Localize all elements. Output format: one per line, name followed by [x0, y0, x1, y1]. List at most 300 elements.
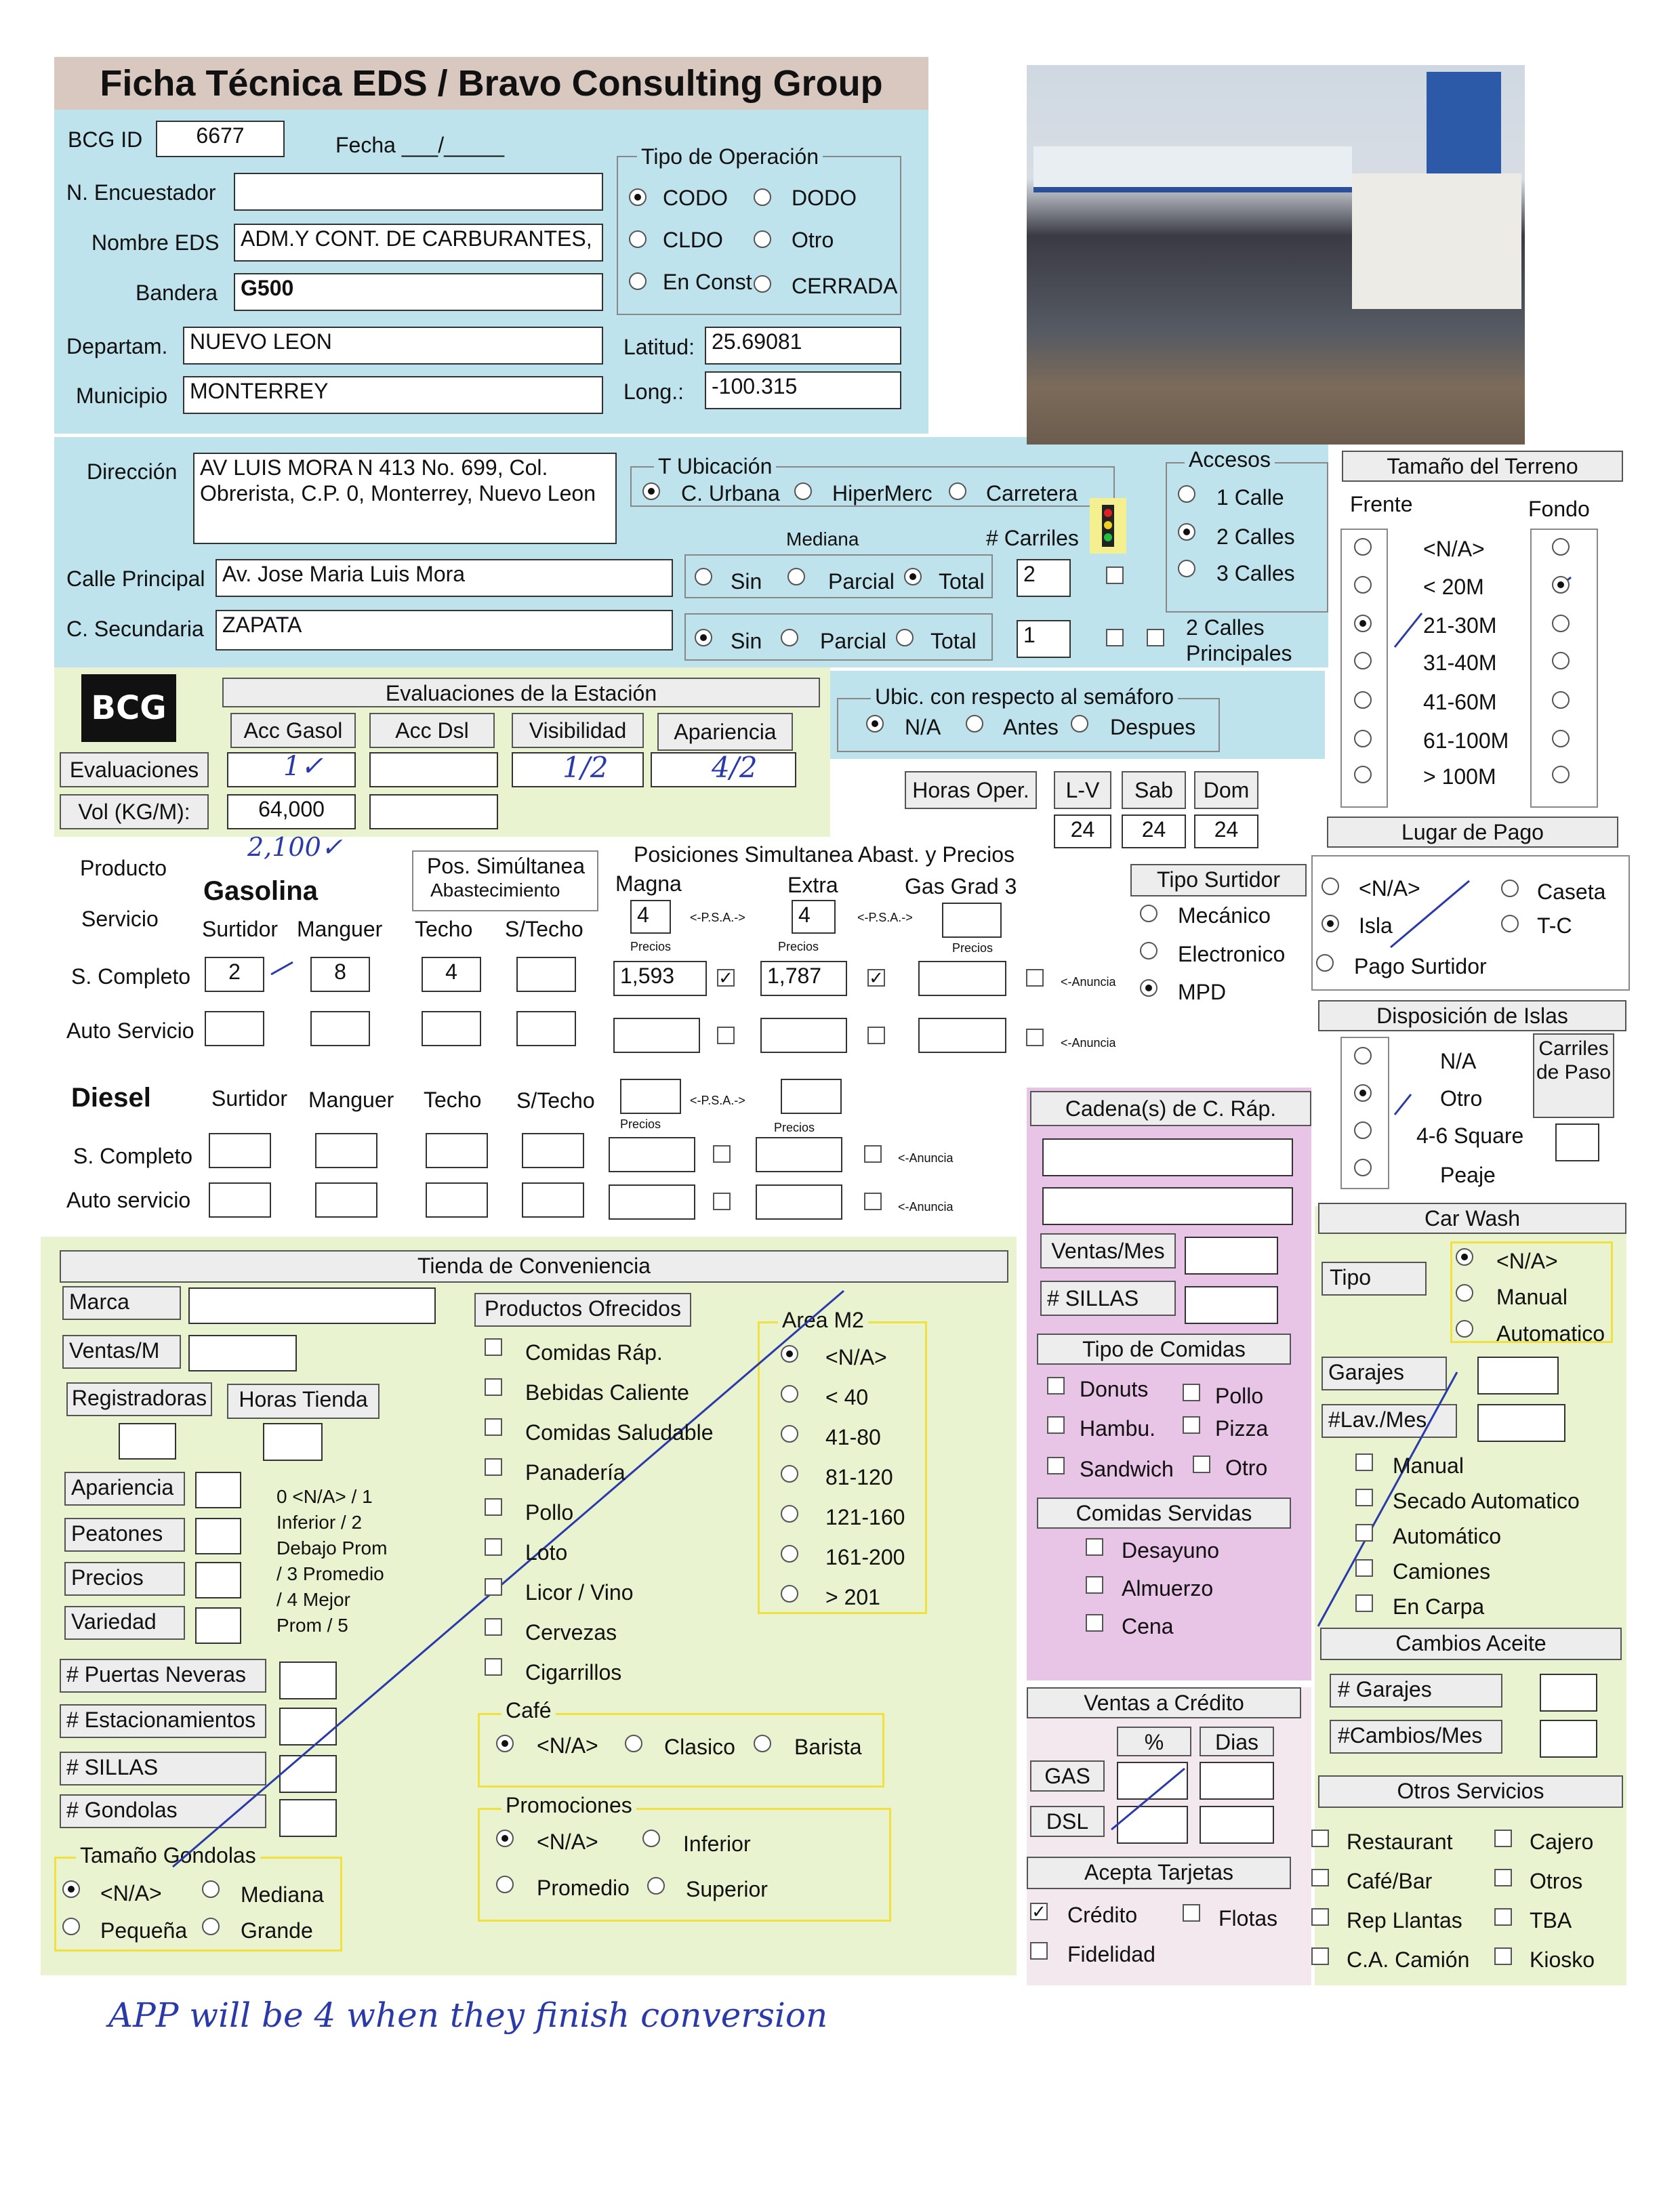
- principal-parcial-radio[interactable]: [787, 568, 805, 585]
- tienda-header: Tienda de Conveniencia: [60, 1250, 1008, 1283]
- carwash-check-3[interactable]: [1355, 1559, 1373, 1577]
- carwash-check-1[interactable]: [1355, 1489, 1373, 1506]
- otros-check-7[interactable]: [1494, 1947, 1512, 1965]
- pago-isla-radio[interactable]: [1322, 915, 1339, 932]
- otros-label-5: TBA: [1530, 1908, 1572, 1933]
- calle-principal-field[interactable]: Av. Jose Maria Luis Mora: [216, 559, 673, 597]
- semaforo-antes-radio[interactable]: [966, 715, 983, 732]
- scale-line-2: Debajo Prom: [276, 1537, 388, 1559]
- producto-check-7[interactable]: [485, 1618, 502, 1636]
- fondo-radio-2[interactable]: [1552, 615, 1570, 632]
- frente-radio-5[interactable]: [1354, 730, 1372, 747]
- gondola-grande-option: Grande: [241, 1918, 313, 1943]
- magna-price-field[interactable]: 1,593: [613, 961, 707, 996]
- gondola-na-option: <N/A>: [100, 1881, 162, 1905]
- cadena-sillas-field[interactable]: [1185, 1286, 1278, 1324]
- pos-simultanea-label-1: Pos. Simúltanea: [427, 854, 586, 878]
- peatones-field[interactable]: [195, 1518, 241, 1554]
- comida-check-1[interactable]: [1183, 1384, 1200, 1401]
- cadena-field-1[interactable]: [1042, 1138, 1293, 1176]
- semaforo-despues-radio[interactable]: [1071, 715, 1088, 732]
- otro-radio[interactable]: [754, 230, 771, 248]
- secundaria-carriles-check[interactable]: [1106, 629, 1124, 646]
- fondo-radio-0[interactable]: [1552, 538, 1570, 556]
- promo-inferior-option: Inferior: [683, 1832, 751, 1856]
- cerrada-option: CERRADA: [792, 274, 898, 298]
- grad3-auto-price[interactable]: [918, 1018, 1006, 1053]
- secundaria-sin-radio[interactable]: [695, 629, 712, 646]
- lv-hours-field[interactable]: 24: [1054, 814, 1111, 848]
- producto-check-2[interactable]: [485, 1418, 502, 1436]
- extra-pos-field[interactable]: 4: [792, 900, 836, 934]
- area-radio-0[interactable]: [781, 1345, 798, 1363]
- carwash-check-label-3: Camiones: [1393, 1559, 1491, 1584]
- cldo-radio[interactable]: [629, 230, 647, 248]
- carretera-radio[interactable]: [949, 482, 966, 500]
- acc-dsl-eval-field[interactable]: [369, 752, 498, 787]
- diesel-pos-2[interactable]: [781, 1079, 842, 1114]
- mediana-label: Mediana: [786, 529, 859, 550]
- dos-calles-principales-label-2: Principales: [1186, 641, 1292, 665]
- producto-label-5: Loto: [525, 1540, 568, 1565]
- magna-auto-price[interactable]: [613, 1018, 700, 1053]
- promo-superior-radio[interactable]: [647, 1877, 665, 1895]
- area-radio-2[interactable]: [781, 1425, 798, 1443]
- long-field[interactable]: -100.315: [705, 371, 901, 409]
- secundaria-field[interactable]: ZAPATA: [216, 610, 673, 651]
- aceite-garajes-field[interactable]: [1540, 1674, 1597, 1712]
- comida-check-2[interactable]: [1047, 1416, 1065, 1434]
- producto-label-2: Comidas Saludable: [525, 1420, 714, 1445]
- handwritten-apariencia: 4/2: [712, 751, 758, 784]
- nombre-field[interactable]: ADM.Y CONT. DE CARBURANTES,: [234, 224, 603, 262]
- gondola-grande-radio[interactable]: [202, 1918, 220, 1935]
- carwash-check-4[interactable]: [1355, 1594, 1373, 1612]
- carwash-manual-radio[interactable]: [1456, 1284, 1473, 1302]
- frente-radio-2[interactable]: [1354, 615, 1372, 632]
- carwash-header: Car Wash: [1318, 1203, 1626, 1234]
- diesel-completo-price-1[interactable]: [609, 1137, 695, 1172]
- handwritten-visibilidad: 1/2: [562, 751, 609, 784]
- secundaria-total-radio[interactable]: [896, 629, 914, 646]
- credito-pct-header: %: [1117, 1727, 1191, 1756]
- islas-otro-radio[interactable]: [1354, 1084, 1372, 1102]
- terreno-size-6: > 100M: [1423, 764, 1496, 789]
- variedad-field[interactable]: [195, 1607, 241, 1644]
- gas-auto-stecho[interactable]: [516, 1011, 576, 1046]
- pago-tc-radio[interactable]: [1501, 915, 1519, 932]
- frente-radio-4[interactable]: [1354, 691, 1372, 709]
- mecanico-radio[interactable]: [1140, 905, 1157, 922]
- fondo-radio-6[interactable]: [1552, 766, 1570, 783]
- producto-check-4[interactable]: [485, 1498, 502, 1516]
- servida-check-0[interactable]: [1086, 1538, 1103, 1556]
- gas-surtidor-label: Surtidor: [202, 917, 279, 941]
- magna-pos-field[interactable]: 4: [630, 900, 671, 934]
- tarjeta-fidelidad-label: Fidelidad: [1067, 1942, 1155, 1966]
- diesel-auto-techo[interactable]: [426, 1182, 488, 1218]
- extra-auto-anuncia-check[interactable]: [867, 1027, 885, 1044]
- scale-line-5: Prom / 5: [276, 1615, 348, 1636]
- pago-isla-option: Isla: [1359, 913, 1393, 938]
- gondola-na-radio[interactable]: [62, 1880, 80, 1898]
- dodo-radio[interactable]: [754, 188, 771, 206]
- diesel-completo-price-2[interactable]: [756, 1137, 842, 1172]
- cafe-barista-radio[interactable]: [754, 1735, 771, 1752]
- area-label-5: 161-200: [825, 1545, 905, 1569]
- diesel-completo-techo[interactable]: [426, 1133, 488, 1168]
- servida-check-2[interactable]: [1086, 1614, 1103, 1632]
- form-title: Ficha Técnica EDS / Bravo Consulting Group: [54, 57, 928, 110]
- vol-dsl-field[interactable]: [369, 794, 498, 829]
- credito-dsl-dias[interactable]: [1200, 1806, 1274, 1844]
- carwash-check-label-2: Automático: [1393, 1524, 1502, 1548]
- diesel-completo-anuncia-2[interactable]: [864, 1145, 882, 1163]
- area-label-2: 41-80: [825, 1425, 881, 1449]
- diesel-completo-anuncia-label: <-Anuncia: [898, 1151, 954, 1165]
- bandera-field[interactable]: G500: [234, 273, 603, 311]
- credito-gas-pct[interactable]: [1117, 1762, 1188, 1800]
- diesel-completo-surtidor[interactable]: [209, 1133, 271, 1168]
- otros-label-6: C.A. Camión: [1347, 1947, 1470, 1972]
- hipermerc-radio[interactable]: [794, 482, 812, 500]
- promo-inferior-radio[interactable]: [642, 1830, 660, 1847]
- auto-anuncia-label: <-Anuncia: [1061, 1036, 1116, 1050]
- principal-carriles-check[interactable]: [1106, 566, 1124, 584]
- ubicacion-label: T Ubicación: [654, 455, 776, 477]
- pago-surtidor-radio[interactable]: [1316, 954, 1334, 972]
- principal-total-radio[interactable]: [904, 568, 922, 585]
- traffic-light-icon: [1090, 498, 1126, 554]
- terreno-size-0: <N/A>: [1423, 537, 1485, 561]
- tarjeta-fidelidad-check[interactable]: [1030, 1942, 1048, 1960]
- diesel-surtidor-label: Surtidor: [211, 1086, 288, 1111]
- puertas-neveras-field[interactable]: [279, 1661, 337, 1699]
- comida-check-5[interactable]: [1193, 1456, 1210, 1473]
- pago-caseta-radio[interactable]: [1501, 880, 1519, 897]
- producto-check-6[interactable]: [485, 1578, 502, 1596]
- gondolas-label: # Gondolas: [60, 1794, 266, 1828]
- direccion-field[interactable]: [193, 453, 617, 544]
- horas-tienda-label: Horas Tienda: [227, 1384, 380, 1419]
- diesel-auto-manguer[interactable]: [315, 1182, 377, 1218]
- otros-check-2[interactable]: [1311, 1869, 1329, 1886]
- carwash-lav-field[interactable]: [1477, 1404, 1565, 1442]
- dos-calles-principales-label-1: 2 Calles: [1186, 615, 1265, 640]
- carwash-na-radio[interactable]: [1456, 1248, 1473, 1266]
- extra-anuncia-check[interactable]: ✓: [867, 969, 885, 987]
- producto-label-6: Licor / Vino: [525, 1580, 634, 1605]
- carwash-automatico-radio[interactable]: [1456, 1320, 1473, 1338]
- aceite-cambios-field[interactable]: [1540, 1720, 1597, 1758]
- islas-na-radio[interactable]: [1354, 1047, 1372, 1065]
- diesel-auto-price-1[interactable]: [609, 1184, 695, 1220]
- municipio-field[interactable]: MONTERREY: [183, 376, 603, 414]
- grad3-anuncia-check[interactable]: [1026, 969, 1044, 987]
- secundaria-parcial-radio[interactable]: [781, 629, 798, 646]
- comida-label-0: Donuts: [1080, 1377, 1149, 1401]
- semaforo-na-radio[interactable]: [866, 715, 884, 732]
- frente-radio-1[interactable]: [1354, 576, 1372, 594]
- extra-label: Extra: [787, 873, 838, 897]
- area-radio-1[interactable]: [781, 1385, 798, 1403]
- departam-field[interactable]: NUEVO LEON: [183, 327, 603, 365]
- sab-hours-field[interactable]: 24: [1122, 814, 1186, 848]
- lugar-pago-header: Lugar de Pago: [1327, 817, 1618, 848]
- calle-principal-label: Calle Principal: [66, 566, 205, 591]
- carwash-check-label-1: Secado Automatico: [1393, 1489, 1580, 1513]
- mpd-option: MPD: [1178, 980, 1227, 1004]
- credito-dsl-pct[interactable]: [1117, 1806, 1188, 1844]
- comida-check-0[interactable]: [1047, 1377, 1065, 1395]
- aceite-garajes-label: # Garajes: [1330, 1674, 1502, 1708]
- comida-check-3[interactable]: [1183, 1416, 1200, 1434]
- credito-dsl-label: DSL: [1030, 1806, 1105, 1837]
- dos-calles-principales-check[interactable]: [1147, 629, 1164, 646]
- producto-check-0[interactable]: [485, 1338, 502, 1356]
- area-label-4: 121-160: [825, 1505, 905, 1529]
- comida-label-3: Pizza: [1215, 1416, 1269, 1441]
- ventas-credito-header: Ventas a Crédito: [1027, 1687, 1301, 1718]
- bcg-id-field[interactable]: 6677: [156, 121, 285, 157]
- producto-check-1[interactable]: [485, 1378, 502, 1396]
- dom-hours-field[interactable]: 24: [1194, 814, 1258, 848]
- area-radio-6[interactable]: [781, 1585, 798, 1603]
- islas-square-radio[interactable]: [1354, 1121, 1372, 1139]
- semaforo-despues-option: Despues: [1110, 715, 1196, 739]
- fecha-label: Fecha ___/_____: [335, 133, 505, 157]
- extra-precios-label: Precios: [778, 940, 819, 953]
- islas-header: Disposición de Islas: [1318, 1000, 1626, 1031]
- cafe-clasico-radio[interactable]: [625, 1735, 642, 1752]
- promo-promedio-radio[interactable]: [496, 1876, 514, 1893]
- carwash-manual-option: Manual: [1496, 1285, 1568, 1309]
- otros-label-7: Kiosko: [1530, 1947, 1595, 1972]
- gas-auto-surtidor[interactable]: [205, 1011, 264, 1046]
- gas-auto-techo[interactable]: [422, 1011, 481, 1046]
- extra-psa-label: <-P.S.A.->: [857, 911, 913, 924]
- fondo-radio-1[interactable]: [1552, 576, 1570, 594]
- diesel-techo-label: Techo: [424, 1088, 482, 1112]
- vol-gasol-field[interactable]: 64,000: [227, 794, 356, 829]
- diesel-completo-manguer[interactable]: [315, 1133, 377, 1168]
- comida-label-1: Pollo: [1215, 1384, 1264, 1408]
- gas-techo-label: Techo: [415, 917, 473, 941]
- magna-auto-anuncia-check[interactable]: [717, 1027, 735, 1044]
- bcg-logo: BCG: [81, 674, 176, 742]
- codo-radio[interactable]: [629, 188, 647, 206]
- terreno-header: Tamaño del Terreno: [1342, 451, 1623, 482]
- precios-field[interactable]: [195, 1562, 241, 1598]
- ventas-m-field[interactable]: [188, 1335, 297, 1371]
- magna-precios-label: Precios: [630, 940, 672, 953]
- frente-radio-0[interactable]: [1354, 538, 1372, 556]
- otros-label-3: Otros: [1530, 1869, 1583, 1893]
- otros-check-3[interactable]: [1494, 1869, 1512, 1886]
- credito-gas-dias[interactable]: [1200, 1762, 1274, 1800]
- otros-label-0: Restaurant: [1347, 1830, 1453, 1854]
- grad3-price-field[interactable]: [918, 961, 1006, 996]
- registradoras-field[interactable]: [119, 1423, 176, 1460]
- apariencia-label: Apariencia: [64, 1472, 185, 1506]
- diesel-completo-stecho[interactable]: [522, 1133, 584, 1168]
- mecanico-option: Mecánico: [1178, 903, 1271, 928]
- bandera-label: Bandera: [136, 281, 218, 305]
- gas-completo-stecho[interactable]: [516, 957, 576, 992]
- terreno-size-3: 31-40M: [1423, 651, 1497, 675]
- secundaria-carriles-field[interactable]: 1: [1017, 620, 1071, 658]
- gas-auto-manguer[interactable]: [310, 1011, 370, 1046]
- carwash-check-label-0: Manual: [1393, 1453, 1464, 1478]
- fondo-radio-3[interactable]: [1552, 652, 1570, 669]
- credito-dias-header: Dias: [1200, 1727, 1274, 1756]
- extra-price-field[interactable]: 1,787: [760, 961, 847, 996]
- area-radio-4[interactable]: [781, 1505, 798, 1523]
- islas-square-option: 4-6 Square: [1416, 1123, 1524, 1148]
- servida-check-1[interactable]: [1086, 1576, 1103, 1594]
- pago-tc-option: T-C: [1537, 913, 1572, 938]
- gondolas-field[interactable]: [279, 1799, 337, 1837]
- fondo-radio-4[interactable]: [1552, 691, 1570, 709]
- cadena-ventas-field[interactable]: [1185, 1237, 1278, 1275]
- area-radio-3[interactable]: [781, 1465, 798, 1483]
- principal-sin-radio[interactable]: [695, 568, 712, 585]
- frente-radio-3[interactable]: [1354, 652, 1372, 669]
- lv-header: L-V: [1054, 771, 1111, 809]
- gasolina-title: Gasolina: [203, 876, 318, 906]
- principal-total-option: Total: [939, 569, 985, 594]
- tam-gondolas-label: Tamaño Gondolas: [76, 1844, 260, 1866]
- electronico-radio[interactable]: [1140, 942, 1157, 959]
- pago-surtidor-option: Pago Surtidor: [1354, 954, 1487, 978]
- principal-sin-option: Sin: [731, 569, 762, 594]
- carwash-check-0[interactable]: [1355, 1453, 1373, 1471]
- cambios-aceite-header: Cambios Aceite: [1320, 1628, 1622, 1660]
- tienda-sillas-field[interactable]: [279, 1755, 337, 1793]
- departam-label: Departam.: [66, 334, 168, 358]
- gas-completo-techo[interactable]: 4: [422, 957, 481, 992]
- scale-line-1: Inferior / 2: [276, 1512, 363, 1533]
- diesel-auto-anuncia-2[interactable]: [864, 1193, 882, 1210]
- tarjeta-flotas-check[interactable]: [1183, 1904, 1200, 1922]
- producto-check-3[interactable]: [485, 1458, 502, 1476]
- producto-check-5[interactable]: [485, 1538, 502, 1556]
- producto-check-8[interactable]: [485, 1658, 502, 1676]
- estacionamientos-field[interactable]: [279, 1708, 337, 1746]
- carretera-option: Carretera: [986, 481, 1078, 505]
- acc-dsl-header: Acc Dsl: [369, 713, 495, 748]
- diesel-auto-anuncia-1[interactable]: [713, 1193, 731, 1210]
- en-const-radio[interactable]: [629, 272, 647, 290]
- carwash-na-option: <N/A>: [1496, 1249, 1558, 1273]
- islas-peaje-radio[interactable]: [1354, 1159, 1372, 1176]
- handwritten-note: APP will be 4 when they finish conversion: [108, 1996, 828, 2035]
- promociones-group: [478, 1808, 891, 1922]
- carwash-garajes-field[interactable]: [1477, 1357, 1559, 1395]
- gas-grad3-label: Gas Grad 3: [905, 874, 1017, 899]
- cafe-na-radio[interactable]: [496, 1735, 514, 1752]
- area-radio-5[interactable]: [781, 1545, 798, 1563]
- tres-calles-radio[interactable]: [1178, 560, 1195, 577]
- terreno-size-4: 41-60M: [1423, 690, 1497, 714]
- dos-calles-radio[interactable]: [1178, 523, 1195, 541]
- cadena-field-2[interactable]: [1042, 1187, 1293, 1225]
- diesel-auto-price-2[interactable]: [756, 1184, 842, 1220]
- carwash-check-2[interactable]: [1355, 1524, 1373, 1542]
- magna-anuncia-check[interactable]: ✓: [717, 969, 735, 987]
- otros-check-4[interactable]: [1311, 1908, 1329, 1926]
- gas-completo-manguer[interactable]: 8: [310, 957, 370, 992]
- vol-row-label: Vol (KG/M):: [60, 794, 209, 829]
- urbana-radio[interactable]: [642, 482, 660, 500]
- gas-completo-surtidor[interactable]: 2: [205, 957, 264, 992]
- scale-line-0: 0 <N/A> / 1: [276, 1486, 373, 1507]
- tipo-operacion-label: Tipo de Operación: [637, 146, 823, 167]
- principal-carriles-field[interactable]: 2: [1017, 559, 1071, 597]
- promo-na-option: <N/A>: [537, 1830, 598, 1854]
- una-calle-radio[interactable]: [1178, 485, 1195, 503]
- terreno-size-1: < 20M: [1423, 575, 1484, 599]
- gondola-pequena-radio[interactable]: [62, 1918, 80, 1935]
- apariencia-field[interactable]: [195, 1472, 241, 1508]
- diesel-auto-stecho[interactable]: [522, 1182, 584, 1218]
- diesel-pos-1[interactable]: [620, 1079, 681, 1114]
- cerrada-radio[interactable]: [754, 275, 771, 293]
- extra-auto-price[interactable]: [760, 1018, 847, 1053]
- otros-check-1[interactable]: [1494, 1830, 1512, 1847]
- dodo-option: DODO: [792, 186, 857, 210]
- pago-na-radio[interactable]: [1322, 878, 1339, 895]
- frente-radio-6[interactable]: [1354, 766, 1372, 783]
- gas-manguer-label: Manguer: [297, 917, 383, 941]
- direccion-line-1: AV LUIS MORA N 413 No. 699, Col.: [200, 455, 548, 480]
- horas-tienda-field[interactable]: [263, 1423, 323, 1461]
- grad3-auto-anuncia-check[interactable]: [1026, 1029, 1044, 1046]
- grad3-pos-field[interactable]: [942, 903, 1002, 938]
- otros-check-5[interactable]: [1494, 1908, 1512, 1926]
- mpd-radio[interactable]: [1140, 979, 1157, 997]
- otros-label-1: Cajero: [1530, 1830, 1594, 1854]
- cafe-label: Café: [501, 1699, 556, 1721]
- accesos-label: Accesos: [1185, 449, 1275, 470]
- carriles-paso-label: Carriles de Paso: [1536, 1037, 1612, 1083]
- encuestador-field[interactable]: [234, 173, 603, 211]
- latitud-field[interactable]: 25.69081: [705, 327, 901, 365]
- frente-label: Frente: [1350, 492, 1413, 516]
- cafe-na-option: <N/A>: [537, 1733, 598, 1758]
- gondola-mediana-option: Mediana: [241, 1882, 324, 1907]
- comida-check-4[interactable]: [1047, 1457, 1065, 1474]
- scale-line-3: / 3 Promedio: [276, 1563, 384, 1584]
- fondo-radio-5[interactable]: [1552, 730, 1570, 747]
- otros-check-6[interactable]: [1311, 1947, 1329, 1965]
- gondola-mediana-radio[interactable]: [202, 1880, 220, 1898]
- marca-field[interactable]: [188, 1287, 436, 1324]
- carriles-paso-field[interactable]: [1555, 1123, 1599, 1161]
- precios-title: Posiciones Simultanea Abast. y Precios: [634, 842, 1015, 867]
- tarjeta-credito-check[interactable]: ✓: [1030, 1903, 1048, 1920]
- diesel-precios-label-2: Precios: [774, 1121, 815, 1134]
- puertas-neveras-label: # Puertas Neveras: [60, 1659, 266, 1693]
- fondo-label: Fondo: [1528, 497, 1590, 521]
- diesel-precios-label-1: Precios: [620, 1117, 661, 1131]
- evaluaciones-header: Evaluaciones de la Estación: [222, 678, 820, 707]
- diesel-auto-surtidor[interactable]: [209, 1182, 271, 1218]
- otros-check-0[interactable]: [1311, 1830, 1329, 1847]
- ventas-m-label: Ventas/M: [62, 1335, 181, 1369]
- diesel-completo-anuncia-1[interactable]: [713, 1145, 731, 1163]
- promo-na-radio[interactable]: [496, 1830, 514, 1847]
